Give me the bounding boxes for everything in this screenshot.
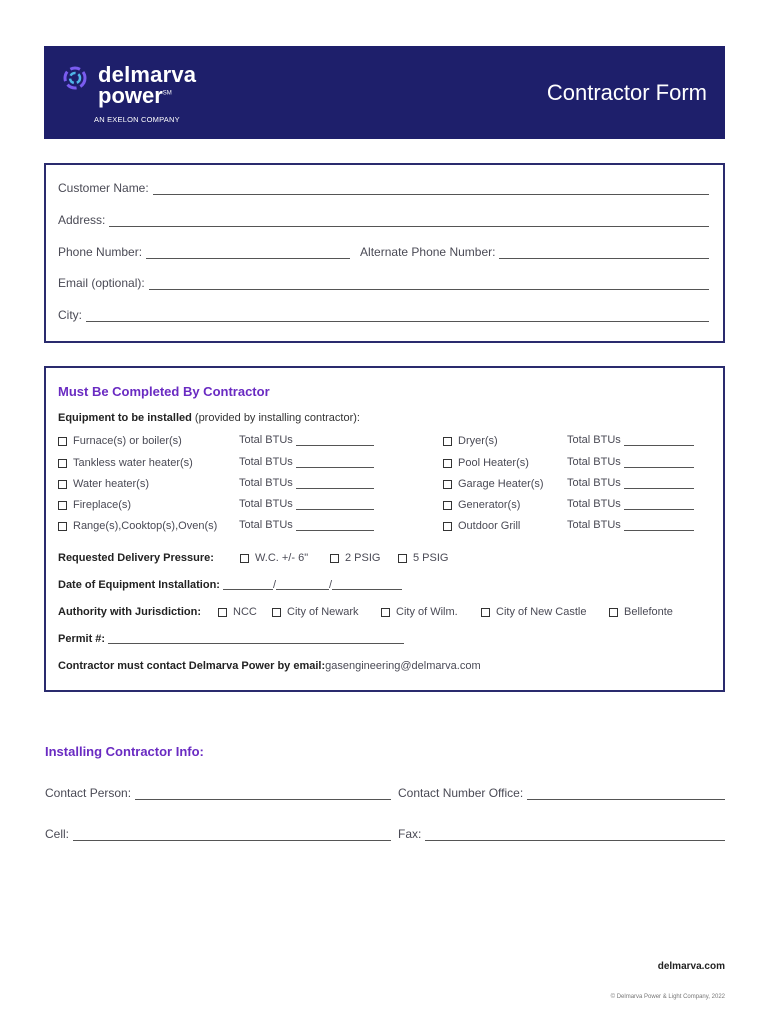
checkbox[interactable]	[240, 554, 249, 563]
checkbox[interactable]	[272, 608, 281, 617]
phone-row	[58, 243, 709, 259]
btu-field-furnace[interactable]: Total BTUs	[239, 434, 374, 446]
cell-label: Cell:	[45, 827, 70, 841]
contact-email: gasengineering@delmarva.com	[325, 660, 481, 672]
checkbox[interactable]	[58, 480, 67, 489]
address-row	[58, 211, 709, 227]
equipment-checkbox-outdoor-grill[interactable]: Outdoor Grill	[443, 519, 520, 533]
install-date-year[interactable]	[332, 580, 402, 590]
address-label: Address:	[58, 213, 106, 227]
delmarva-logo	[62, 64, 242, 134]
checkbox[interactable]	[443, 437, 452, 446]
city-row	[58, 306, 709, 322]
equipment-checkbox-garage-heater[interactable]: Garage Heater(s)	[443, 477, 544, 491]
pressure-option-2psig[interactable]: 2 PSIG	[330, 552, 380, 564]
equipment-checkbox-fireplace[interactable]: Fireplace(s)	[58, 498, 131, 512]
jurisdiction-option-new-castle[interactable]: City of New Castle	[481, 606, 586, 618]
contact-person-row	[45, 784, 391, 800]
install-date-label: Date of Equipment Installation:	[58, 579, 220, 591]
customer-name-label: Customer Name:	[58, 181, 149, 195]
fax-label: Fax:	[398, 827, 422, 841]
customer-name-row	[58, 179, 709, 195]
checkbox[interactable]	[443, 459, 452, 468]
contact-person-label: Contact Person:	[45, 786, 132, 800]
city-label: City:	[58, 308, 82, 322]
checkbox[interactable]	[58, 437, 67, 446]
email-row	[58, 274, 709, 290]
alt-phone-label: Alternate Phone Number:	[360, 245, 496, 259]
equipment-checkbox-generator[interactable]: Generator(s)	[443, 498, 520, 512]
brand-tagline: AN EXELON COMPANY	[94, 115, 180, 124]
btu-field-generator[interactable]: Total BTUs	[567, 498, 694, 510]
jurisdiction-option-bellefonte[interactable]: Bellefonte	[609, 606, 673, 618]
permit-label: Permit #:	[58, 633, 106, 645]
btu-field-fireplace[interactable]: Total BTUs	[239, 498, 374, 510]
btu-field-pool-heater[interactable]: Total BTUs	[567, 456, 694, 468]
contact-office-row	[398, 784, 725, 800]
btu-field-tankless[interactable]: Total BTUs	[239, 456, 374, 468]
fax-field[interactable]	[425, 830, 725, 841]
checkbox[interactable]	[381, 608, 390, 617]
jurisdiction-option-newark[interactable]: City of Newark	[272, 606, 359, 618]
equipment-checkbox-furnace[interactable]: Furnace(s) or boiler(s)	[58, 434, 182, 448]
contact-note: Contractor must contact Delmarva Power by email: gasengineering@delmarva.com	[58, 660, 481, 672]
phone-field[interactable]	[146, 248, 350, 259]
cell-field[interactable]	[73, 830, 391, 841]
header-banner	[44, 46, 725, 139]
service-mark: SM	[162, 90, 172, 97]
jurisdiction-option-wilmington[interactable]: City of Wilm.	[381, 606, 458, 618]
jurisdiction-option-ncc[interactable]: NCC	[218, 606, 257, 618]
checkbox[interactable]	[609, 608, 618, 617]
jurisdiction-label: Authority with Jurisdiction:	[58, 606, 201, 618]
install-date-row: Date of Equipment Installation: / /	[58, 579, 402, 591]
checkbox[interactable]	[443, 480, 452, 489]
equipment-checkbox-tankless[interactable]: Tankless water heater(s)	[58, 456, 193, 470]
equipment-checkbox-water-heater[interactable]: Water heater(s)	[58, 477, 149, 491]
pressure-label: Requested Delivery Pressure:	[58, 552, 214, 564]
logo-icon	[62, 64, 92, 94]
brand-name-line2: power℠	[98, 83, 172, 108]
customer-info-box	[44, 163, 725, 343]
equipment-checkbox-pool-heater[interactable]: Pool Heater(s)	[443, 456, 529, 470]
btu-field-water-heater[interactable]: Total BTUs	[239, 477, 374, 489]
brand-name-line1: delmarva	[98, 62, 197, 87]
install-date-month[interactable]	[223, 580, 273, 590]
cell-row	[45, 825, 391, 841]
btu-field-range[interactable]: Total BTUs	[239, 519, 374, 531]
checkbox[interactable]	[443, 501, 452, 510]
install-date-day[interactable]	[276, 580, 329, 590]
equipment-checkbox-range[interactable]: Range(s),Cooktop(s),Oven(s)	[58, 519, 217, 533]
copyright-notice: © Delmarva Power & Light Company, 2022	[610, 994, 725, 1000]
checkbox[interactable]	[58, 459, 67, 468]
checkbox[interactable]	[58, 522, 67, 531]
btu-field-garage-heater[interactable]: Total BTUs	[567, 477, 694, 489]
pressure-option-5psig[interactable]: 5 PSIG	[398, 552, 448, 564]
checkbox[interactable]	[218, 608, 227, 617]
email-label: Email (optional):	[58, 276, 145, 290]
permit-field[interactable]	[108, 634, 404, 644]
contact-office-label: Contact Number Office:	[398, 786, 524, 800]
installer-section-title: Installing Contractor Info:	[45, 744, 204, 759]
email-field[interactable]	[149, 279, 709, 290]
address-field[interactable]	[109, 216, 709, 227]
contractor-section-title: Must Be Completed By Contractor	[58, 384, 270, 399]
customer-name-field[interactable]	[153, 184, 709, 195]
permit-row	[58, 633, 404, 645]
contractor-section-box	[44, 366, 725, 692]
btu-field-outdoor-grill[interactable]: Total BTUs	[567, 519, 694, 531]
checkbox[interactable]	[481, 608, 490, 617]
pressure-option-wc[interactable]: W.C. +/- 6"	[240, 552, 308, 564]
city-field[interactable]	[86, 311, 709, 322]
equipment-checkbox-dryer[interactable]: Dryer(s)	[443, 434, 498, 448]
fax-row	[398, 825, 725, 841]
phone-label: Phone Number:	[58, 245, 143, 259]
btu-field-dryer[interactable]: Total BTUs	[567, 434, 694, 446]
checkbox[interactable]	[330, 554, 339, 563]
contact-person-field[interactable]	[135, 789, 391, 800]
checkbox[interactable]	[443, 522, 452, 531]
checkbox[interactable]	[398, 554, 407, 563]
checkbox[interactable]	[58, 501, 67, 510]
footer-website[interactable]: delmarva.com	[657, 961, 725, 972]
contact-office-field[interactable]	[527, 789, 725, 800]
form-title: Contractor Form	[546, 80, 707, 105]
alt-phone-field[interactable]	[499, 248, 709, 259]
equipment-intro: Equipment to be installed (provided by installing contractor):	[58, 412, 360, 424]
